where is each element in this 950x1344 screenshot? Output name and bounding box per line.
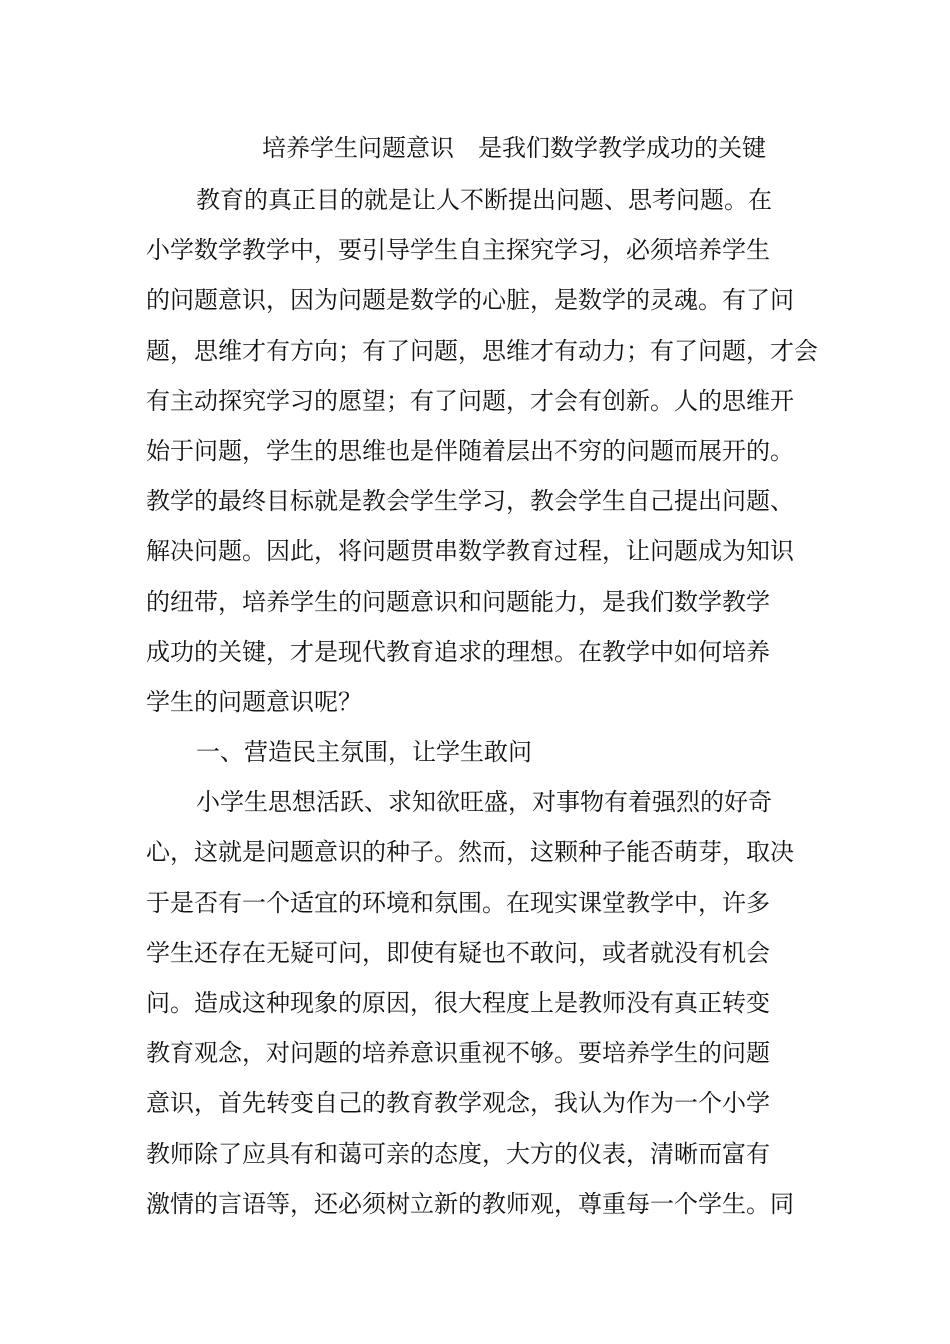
paragraph-line: 于是否有一个适宜的环境和氛围。在现实课堂教学中，许多	[146, 888, 770, 917]
paragraph-line: 学生的问题意识呢？	[146, 687, 362, 716]
document-title: 培养学生问题意识 是我们数学教学成功的关键	[262, 134, 766, 162]
paragraph-line: 教学的最终目标就是教会学生学习，教会学生自己提出问题、	[146, 487, 794, 516]
paragraph-line: 意识，首先转变自己的教育教学观念，我认为作为一个小学	[146, 1089, 770, 1118]
paragraph-line: 激情的言语等，还必须树立新的教师观，尊重每一个学生。同	[146, 1189, 794, 1218]
paragraph-line: 教育的真正目的就是让人不断提出问题、思考问题。在	[196, 186, 772, 214]
paragraph-line: 的纽带，培养学生的问题意识和问题能力，是我们数学教学	[146, 587, 770, 616]
paragraph-line: 解决问题。因此，将问题贯串数学教育过程，让问题成为知识	[146, 537, 794, 566]
document-body	[146, 175, 826, 1229]
section-heading: 一、营造民主氛围，让学生敢问	[196, 738, 532, 767]
paragraph-line: 小学生思想活跃、求知欲旺盛，对事物有着强烈的好奇	[196, 788, 772, 817]
paragraph-line: 始于问题，学生的思维也是伴随着层出不穷的问题而展开的。	[146, 436, 794, 465]
paragraph-line: 题，思维才有方向；有了问题，思维才有动力；有了问题，才会	[146, 336, 818, 365]
paragraph-line: 的问题意识，因为问题是数学的心脏，是数学的灵魂。有了问	[146, 286, 794, 315]
paragraph-line: 心，这就是问题意识的种子。然而，这颗种子能否萌芽，取决	[146, 838, 794, 867]
paragraph-line: 有主动探究学习的愿望；有了问题，才会有创新。人的思维开	[146, 386, 794, 415]
paragraph-line: 成功的关键，才是现代教育追求的理想。在教学中如何培养	[146, 637, 770, 666]
paragraph-line: 教育观念，对问题的培养意识重视不够。要培养学生的问题	[146, 1039, 770, 1068]
paragraph-line: 教师除了应具有和蔼可亲的态度，大方的仪表，清晰而富有	[146, 1139, 770, 1168]
paragraph-line: 小学数学教学中，要引导学生自主探究学习，必须培养学生	[146, 236, 770, 265]
paragraph-line: 学生还存在无疑可问，即使有疑也不敢问，或者就没有机会	[146, 938, 770, 967]
paragraph-line: 问。造成这种现象的原因，很大程度上是教师没有真正转变	[146, 989, 770, 1017]
